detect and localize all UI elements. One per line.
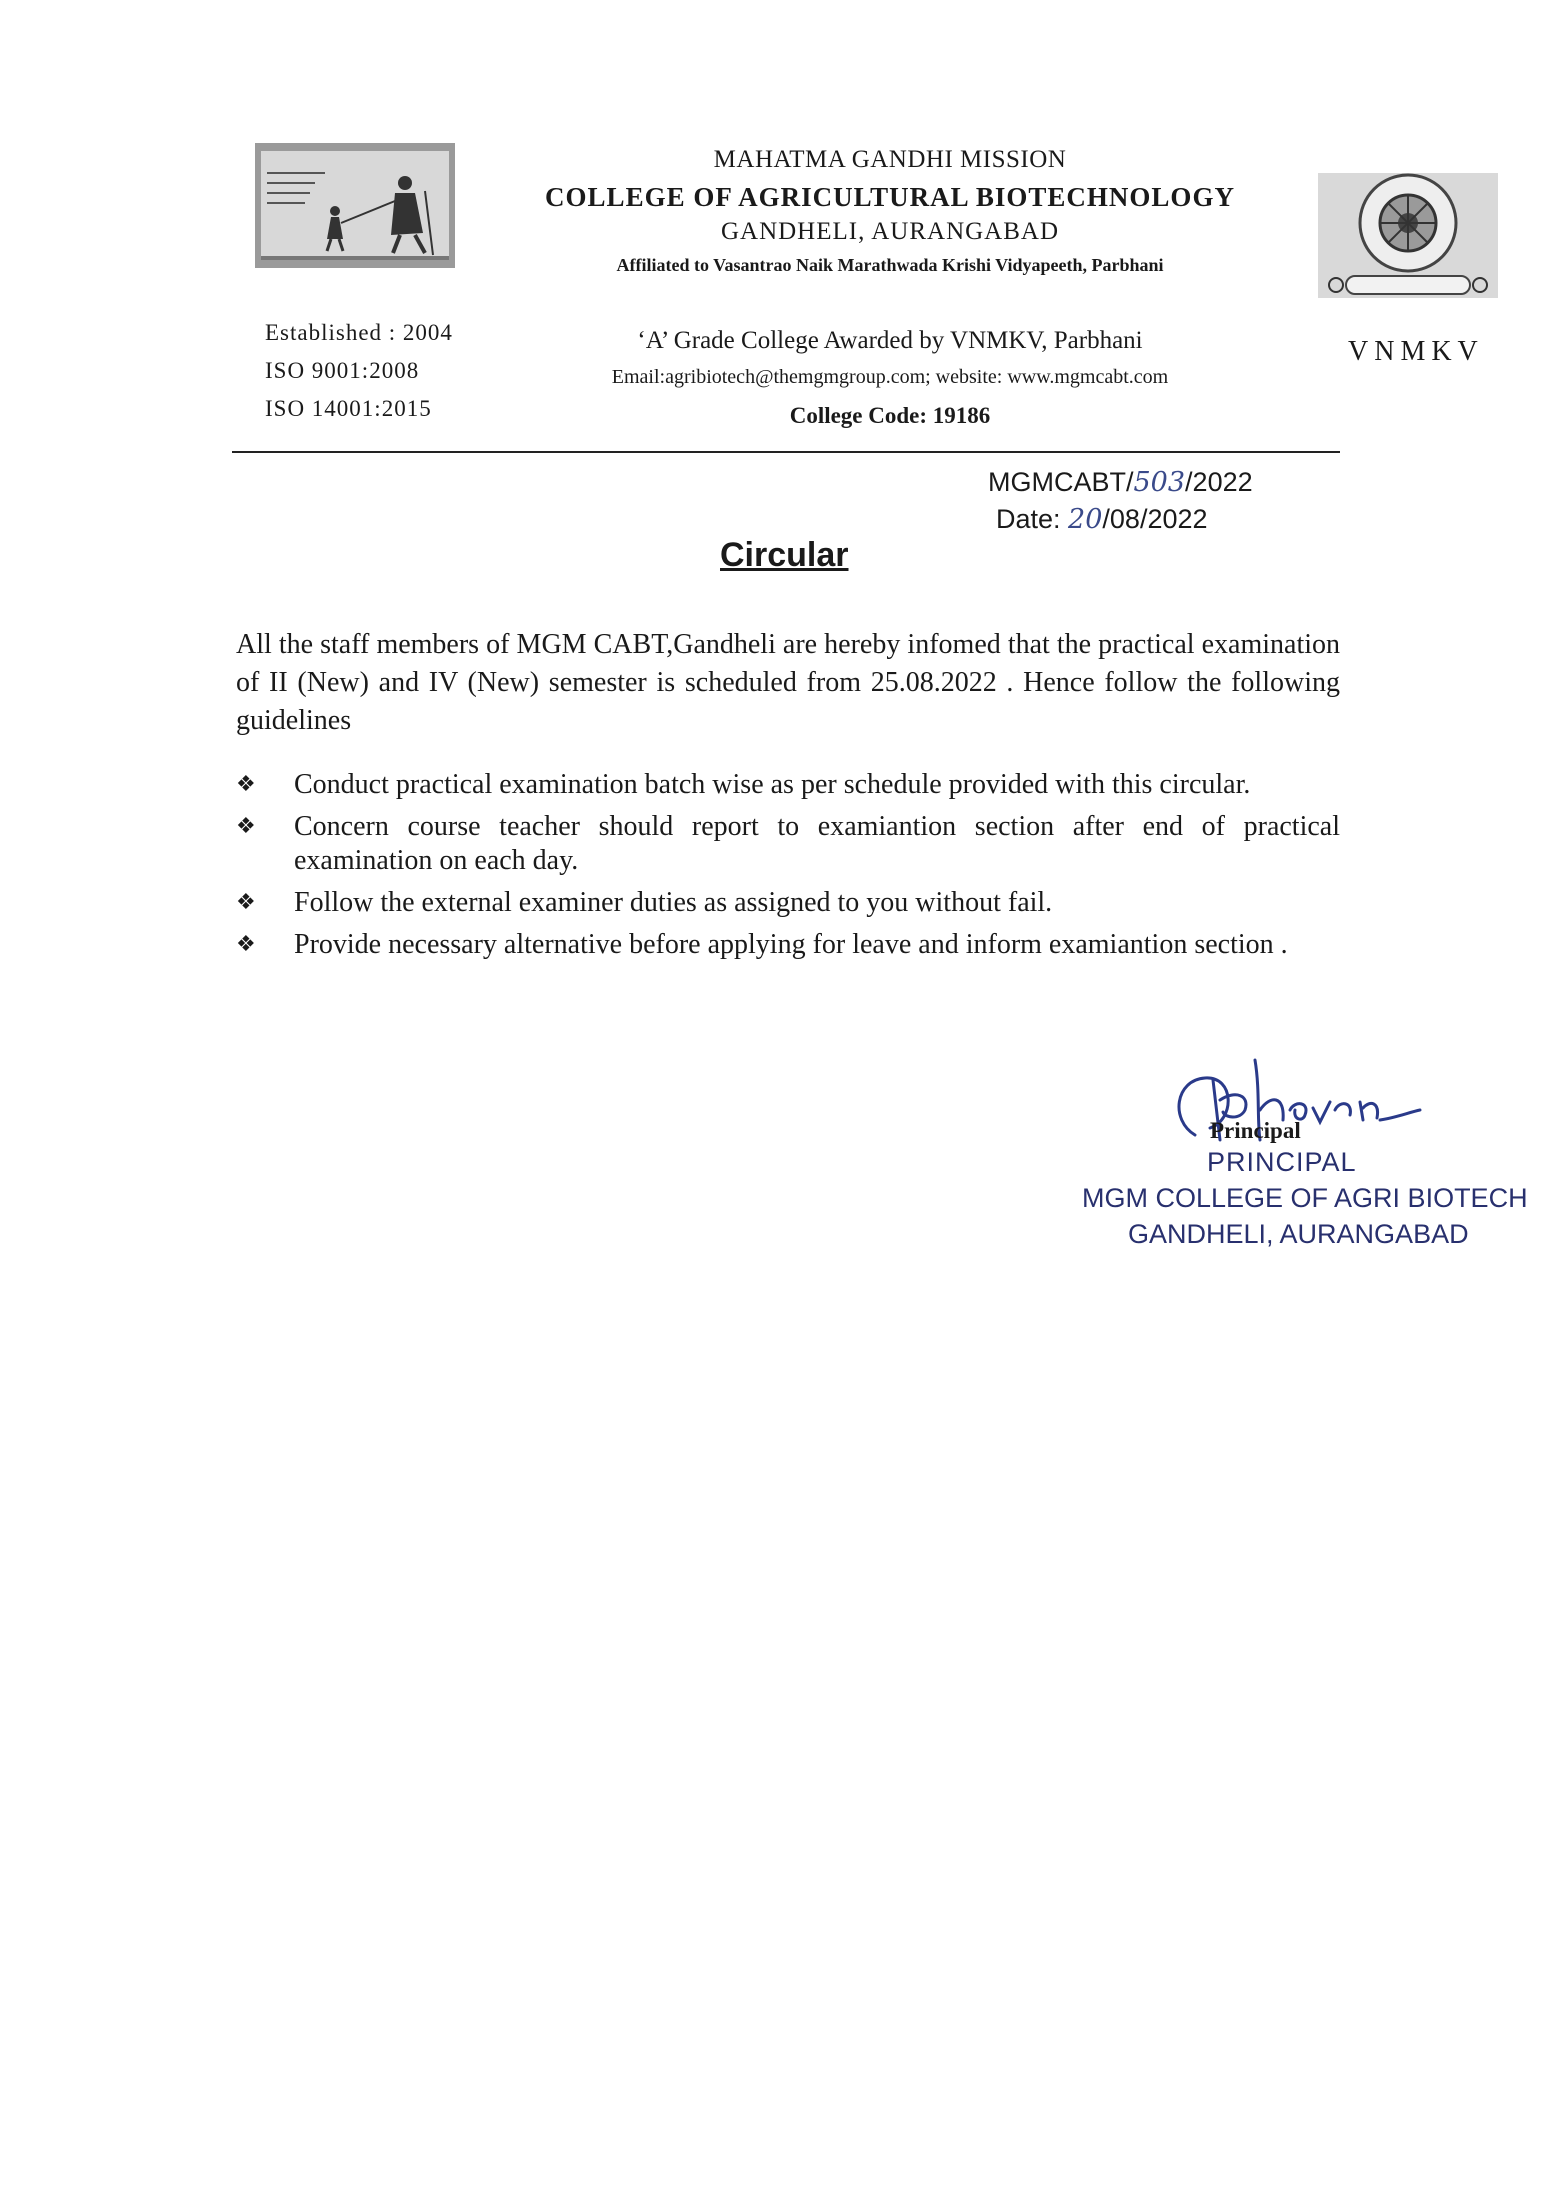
reference-number	[988, 467, 1253, 498]
list-item	[236, 886, 1340, 920]
vnmkv-label: VNMKV	[1348, 336, 1484, 367]
header-college-code: College Code: 19186	[789, 403, 991, 428]
guidelines-list	[236, 768, 1340, 970]
stamp-location: GANDHELI, AURANGABAD	[1128, 1219, 1469, 1249]
header-affiliation: Affiliated to Vasantrao Naik Marathwada Krishi Vidyapeeth, Parbhani	[616, 255, 1164, 275]
list-item	[236, 768, 1340, 802]
diamond-bullet-icon: ❖	[236, 814, 256, 839]
reference-prefix: MGMCABT/	[988, 467, 1134, 497]
vnmkv-emblem	[1308, 168, 1508, 308]
diamond-bullet-icon: ❖	[236, 932, 256, 957]
list-item	[236, 928, 1340, 962]
document-title: Circular	[720, 536, 849, 574]
reference-handwritten-number: 503	[1133, 467, 1186, 498]
date-handwritten-day: 20	[1068, 504, 1103, 535]
header-contact: Email:agribiotech@themgmgroup.com; website: www.mgmcabt.com	[611, 366, 1169, 388]
reference-suffix: /2022	[1185, 467, 1253, 497]
gandhi-logo	[255, 143, 455, 268]
header-college-name: COLLEGE OF AGRICULTURAL BIOTECHNOLOGY	[545, 182, 1235, 212]
guideline-text: Provide necessary alternative before applying for leave and inform examiantion section .	[294, 929, 1288, 960]
guideline-text: Concern course teacher should report to examiantion section after end of practical examination on each day.	[294, 811, 1340, 876]
stamp-title: PRINCIPAL	[1207, 1147, 1357, 1177]
list-item	[236, 810, 1340, 878]
circular-date	[996, 504, 1208, 535]
iso-9001: ISO 9001:2008	[265, 358, 420, 383]
diamond-bullet-icon: ❖	[236, 890, 256, 915]
established-year: Established : 2004	[265, 320, 453, 345]
stamp-college: MGM COLLEGE OF AGRI BIOTECH	[1082, 1183, 1528, 1213]
header-divider	[232, 451, 1340, 453]
signatory-role: Principal	[1210, 1118, 1301, 1143]
header-grade: ‘A’ Grade College Awarded by VNMKV, Parbhani	[637, 327, 1143, 354]
header-location: GANDHELI, AURANGABAD	[720, 218, 1060, 245]
diamond-bullet-icon: ❖	[236, 772, 256, 797]
header-org-name: MAHATMA GANDHI MISSION	[713, 146, 1067, 173]
date-month-year: /08/2022	[1102, 504, 1208, 534]
circular-intro: All the staff members of MGM CABT,Gandheli are hereby infomed that the practical examination of II (New) and IV (New) semester is scheduled from 25.08.2022 . Hence follow the following guidelines	[236, 629, 1340, 736]
date-label: Date:	[996, 504, 1069, 534]
guideline-text: Conduct practical examination batch wise as per schedule provided with this circular.	[294, 769, 1251, 800]
iso-14001: ISO 14001:2015	[265, 396, 432, 421]
guideline-text: Follow the external examiner duties as assigned to you without fail.	[294, 887, 1053, 918]
